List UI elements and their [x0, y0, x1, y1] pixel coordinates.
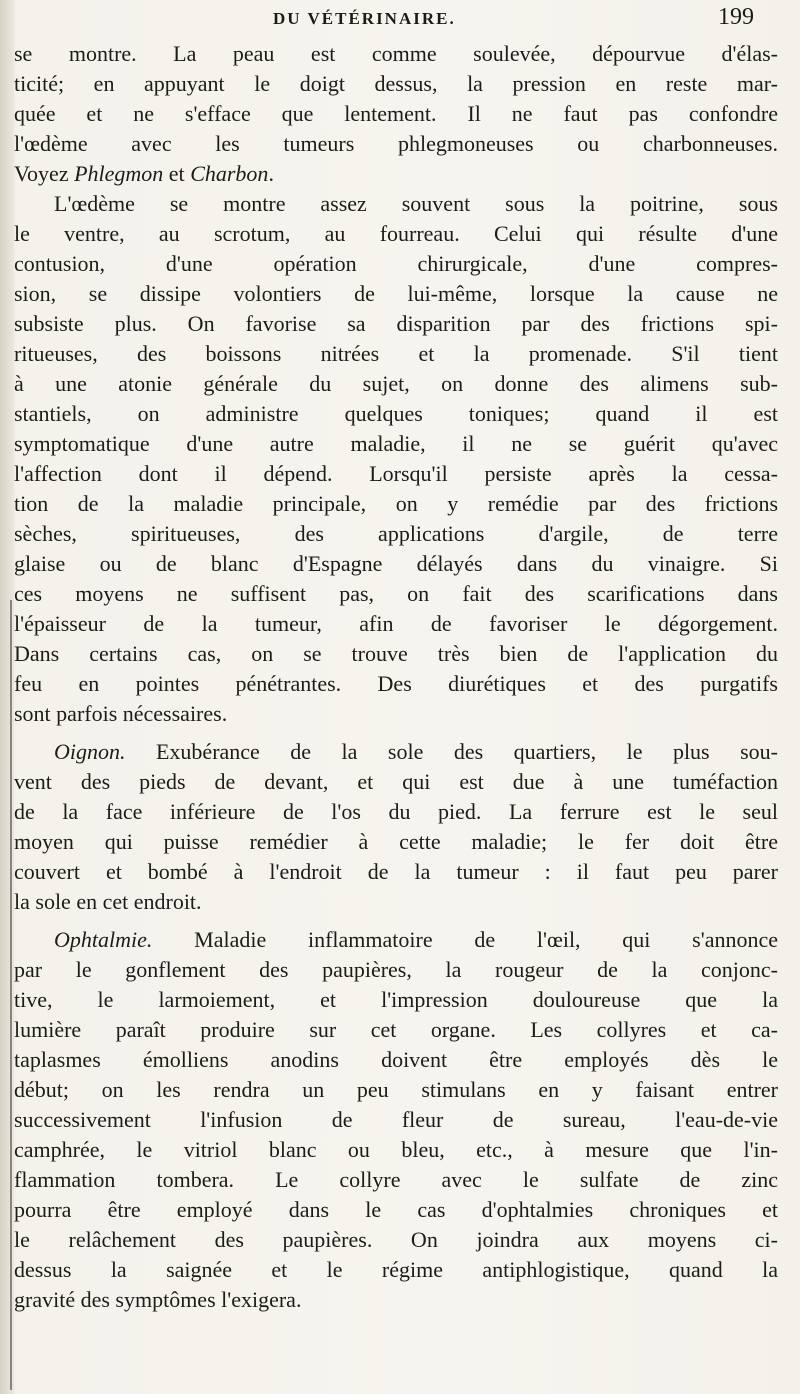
- text-line: Voyez Phlegmon et Charbon.: [14, 161, 274, 186]
- text-line: lumière paraît produire sur cet organe. Les collyres et ca-: [14, 1017, 778, 1042]
- entry-ophtalmie: Ophtalmie. Maladie inflammatoire de l'œil, qui s'annonce: [54, 927, 778, 952]
- text-line: gravité des symptômes l'exigera.: [14, 1287, 302, 1312]
- cross-reference: Phlegmon: [74, 161, 164, 186]
- running-head: DU VÉTÉRINAIRE.: [273, 9, 456, 28]
- text-line: taplasmes émolliens anodins doivent être employés dès le: [14, 1047, 778, 1072]
- text-line: glaise ou de blanc d'Espagne délayés dans du vinaigre. Si: [14, 551, 778, 576]
- text-line: ritueuses, des boissons nitrées et la promenade. S'il tient: [14, 341, 778, 366]
- text-line: tion de la maladie principale, on y remédie par des frictions: [14, 491, 778, 516]
- text-line: sont parfois nécessaires.: [14, 701, 228, 726]
- text-line: quée et ne s'efface que lentement. Il ne faut pas confondre: [14, 101, 778, 126]
- text-line: stantiels, on administre quelques toniques; quand il est: [14, 401, 778, 426]
- text-line: Dans certains cas, on se trouve très bien de l'application du: [14, 641, 778, 666]
- text-line: début; on les rendra un peu stimulans en y faisant entrer: [14, 1077, 778, 1102]
- text-line: dessus la saignée et le régime antiphlogistique, quand la: [14, 1257, 778, 1282]
- text-line: subsiste plus. On favorise sa disparition par des frictions spi-: [14, 311, 778, 336]
- text-line: l'œdème avec les tumeurs phlegmoneuses ou charbonneuses.: [14, 131, 778, 156]
- text-line: tive, le larmoiement, et l'impression douloureuse que la: [14, 987, 778, 1012]
- text-line: contusion, d'une opération chirurgicale, d'une compres-: [14, 251, 778, 276]
- gutter-shadow-line: [10, 600, 12, 1390]
- text-line: l'épaisseur de la tumeur, afin de favoriser le dégorgement.: [14, 611, 778, 636]
- entry-oignon: Oignon. Exubérance de la sole des quartiers, le plus sou-: [54, 739, 778, 764]
- text-line: flammation tombera. Le collyre avec le sulfate de zinc: [14, 1167, 778, 1192]
- text-line: pourra être employé dans le cas d'ophtalmies chroniques et: [14, 1197, 778, 1222]
- text-line: l'affection dont il dépend. Lorsqu'il persiste après la cessa-: [14, 461, 778, 486]
- text-line: vent des pieds de devant, et qui est due à une tuméfaction: [14, 769, 778, 794]
- text-line: le relâchement des paupières. On joindra aux moyens ci-: [14, 1227, 778, 1252]
- text-line: de la face inférieure de l'os du pied. La ferrure est le seul: [14, 799, 778, 824]
- page-number: 199: [718, 4, 754, 30]
- text-line: couvert et bombé à l'endroit de la tumeur : il faut peu parer: [14, 859, 778, 884]
- text-line: L'œdème se montre assez souvent sous la poitrine, sous: [54, 191, 778, 216]
- text-line: camphrée, le vitriol blanc ou bleu, etc., à mesure que l'in-: [14, 1137, 778, 1162]
- text-line: symptomatique d'une autre maladie, il ne se guérit qu'avec: [14, 431, 778, 456]
- entry-headword: Oignon.: [54, 739, 126, 764]
- text-line: sèches, spiritueuses, des applications d'argile, de terre: [14, 521, 778, 546]
- page-header: [0, 4, 800, 34]
- text-line: la sole en cet endroit.: [14, 889, 202, 914]
- text-line: par le gonflement des paupières, la rougeur de la conjonc-: [14, 957, 778, 982]
- text-line: feu en pointes pénétrantes. Des diurétiques et des purgatifs: [14, 671, 778, 696]
- text-line: sion, se dissipe volontiers de lui-même, lorsque la cause ne: [14, 281, 778, 306]
- text-line: à une atonie générale du sujet, on donne des alimens sub-: [14, 371, 778, 396]
- text-line: successivement l'infusion de fleur de sureau, l'eau-de-vie: [14, 1107, 778, 1132]
- entry-headword: Ophtalmie.: [54, 927, 153, 952]
- text-line: ticité; en appuyant le doigt dessus, la pression en reste mar-: [14, 71, 778, 96]
- text-line: le ventre, au scrotum, au fourreau. Celui qui résulte d'une: [14, 221, 778, 246]
- text-line: se montre. La peau est comme soulevée, dépourvue d'élas-: [14, 41, 778, 66]
- text-line: moyen qui puisse remédier à cette maladie; le fer doit être: [14, 829, 778, 854]
- text-line: ces moyens ne suffisent pas, on fait des scarifications dans: [14, 581, 778, 606]
- cross-reference: Charbon: [190, 161, 269, 186]
